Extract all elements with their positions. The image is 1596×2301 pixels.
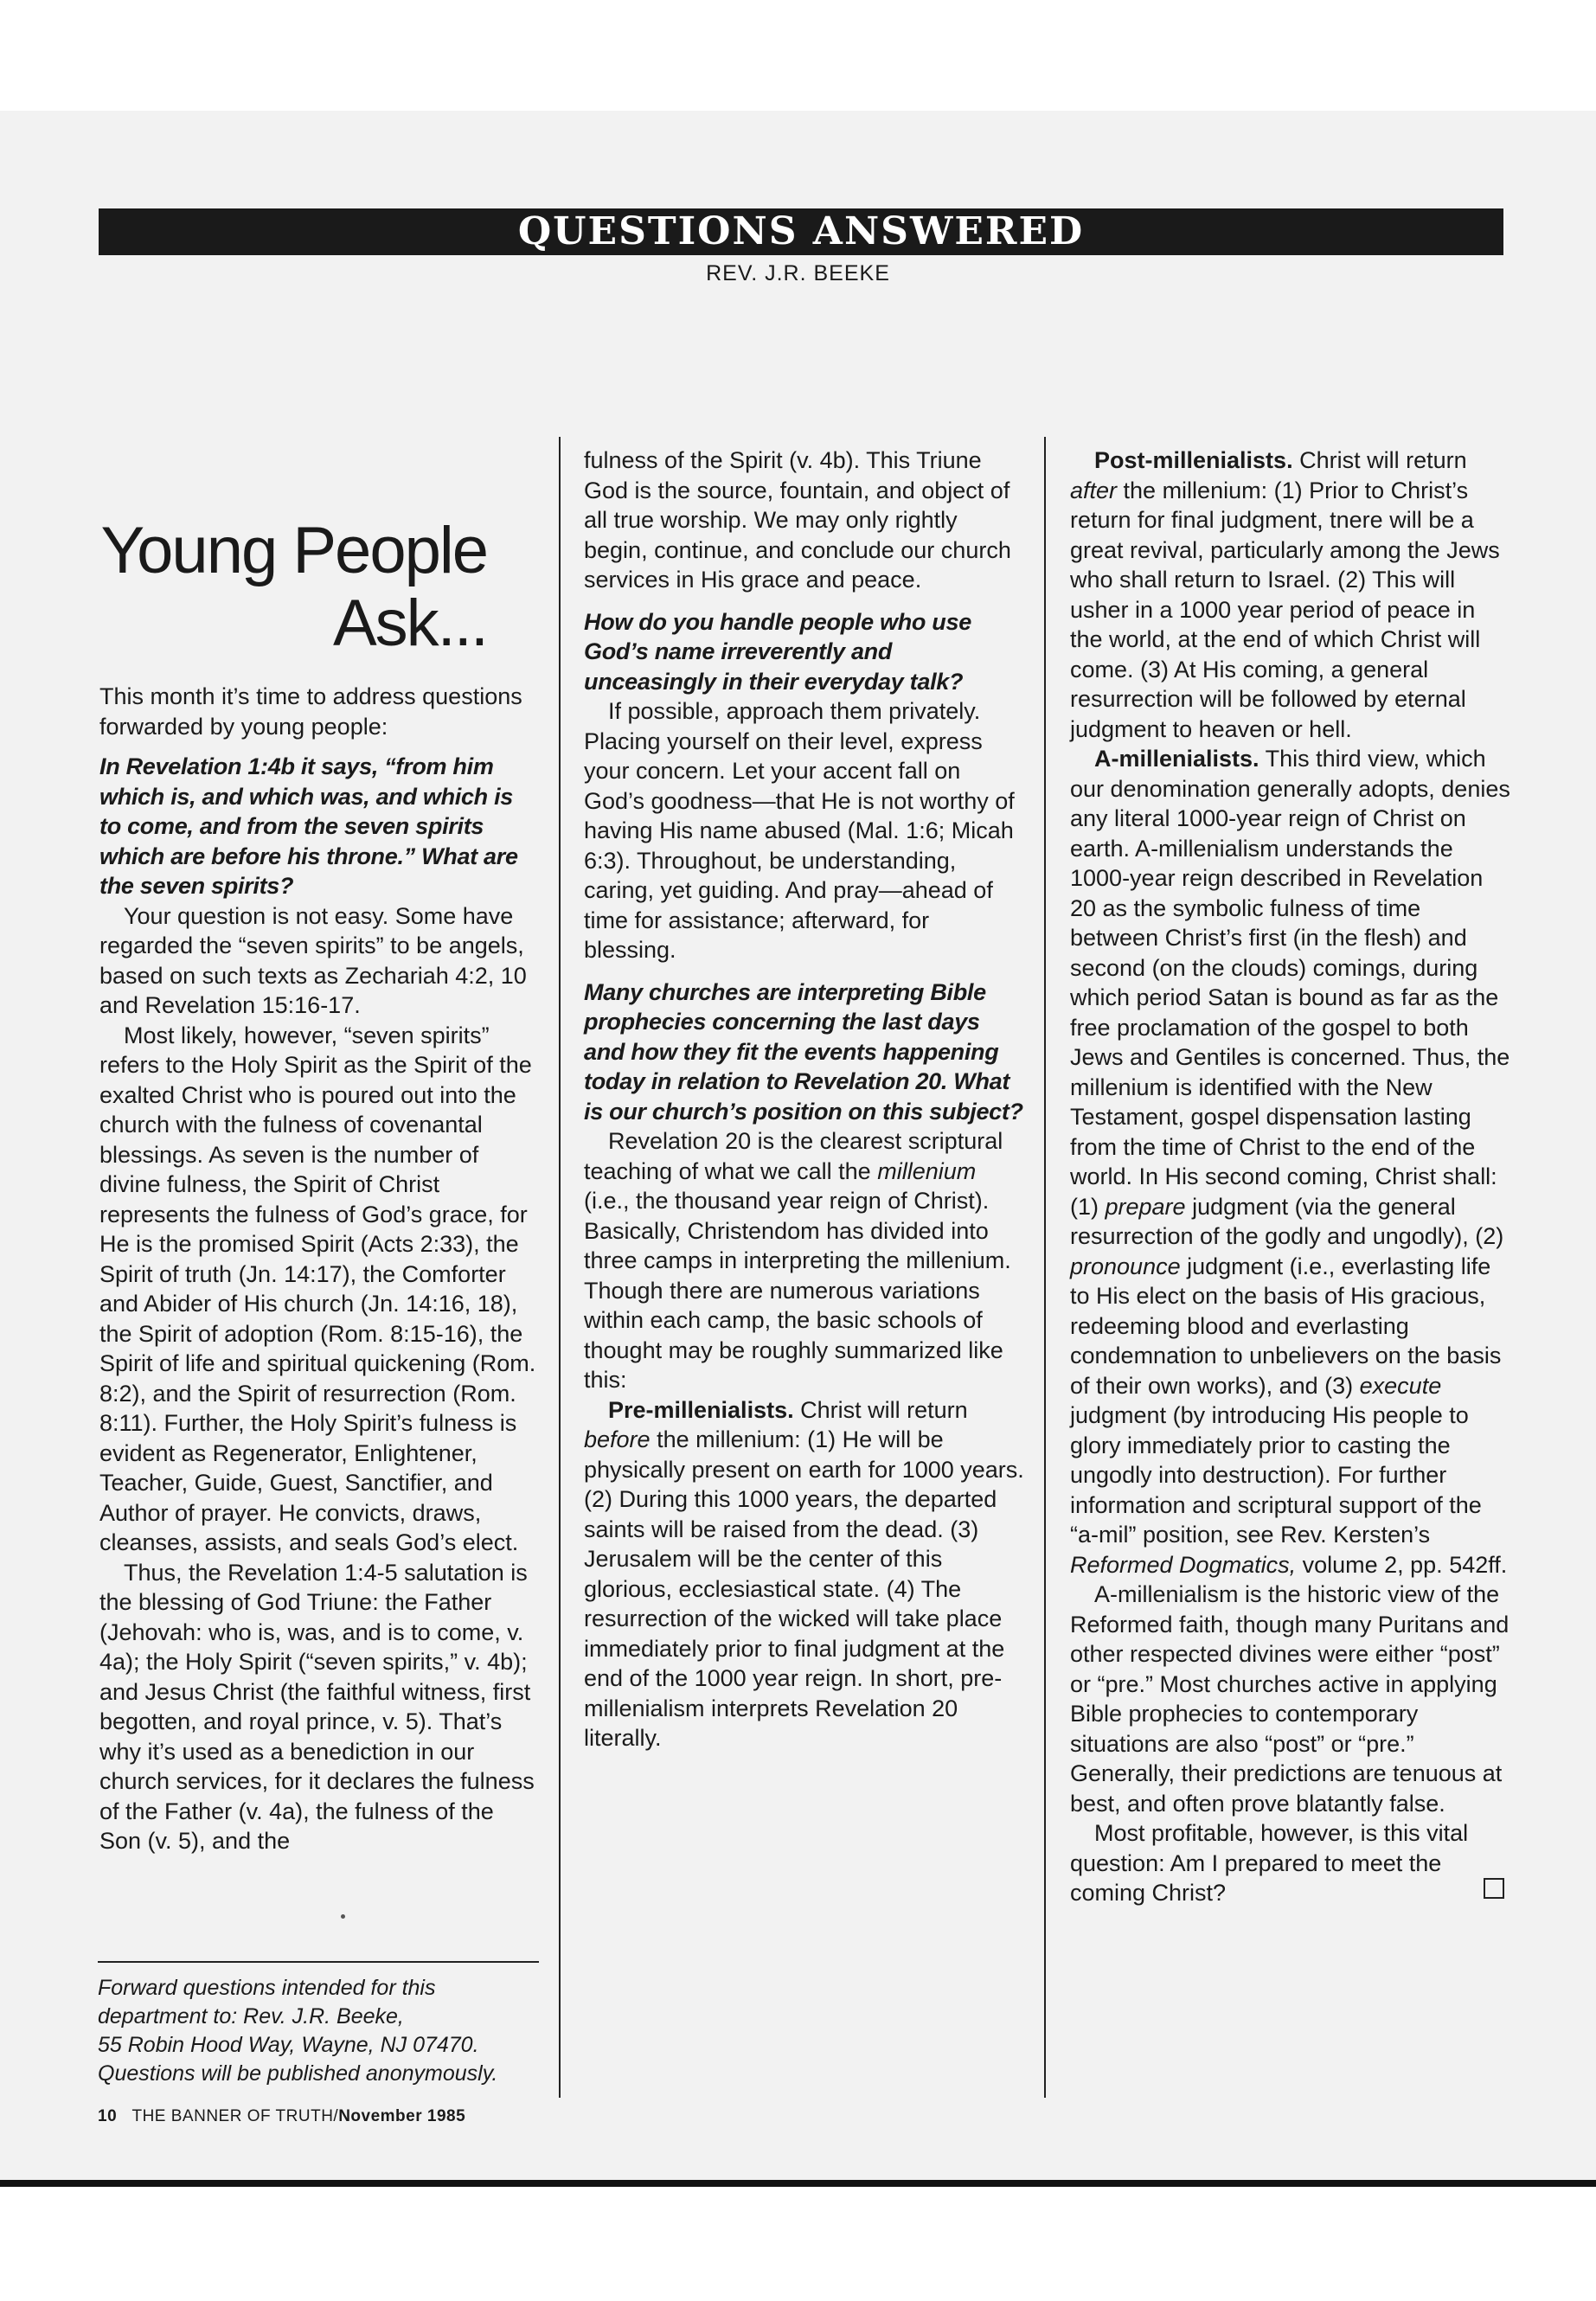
a-millenialists-label: A-millenialists. [1094,746,1259,772]
author-byline: REV. J.R. BEEKE [706,261,890,285]
question-revelation-20: Many churches are interpreting Bible prophecies concerning the last days and how they fit the events happening today in relation to Revelation 20. What is our church’s position on this subject? [584,978,1023,1125]
forward-line: Questions will be published anonymously. [98,2061,498,2086]
pre-millenialists-paragraph: Pre-millenialists. Christ will return before the millenium: (1) He will be physically present on earth for 1000 years. (2) During this 1000 years, the departed saints will be raised from the dead. (3) Jerusalem will be the center of this glorious, ecclesiastical state. (4) The resurrection of the wicked will take place immediately prior to final judgment at the end of the 1000 year reign. In short, pre-millenialism interprets Revelation 20 literally. [584,1396,1024,1751]
publication-name: THE BANNER OF TRUTH/ [131,2107,339,2125]
forward-line: Forward questions intended for this [98,1976,436,2000]
scan-bottom-margin [0,2187,1596,2301]
column-right [1070,445,1511,1908]
article-title-line1: Young People [100,514,487,587]
scan-top-margin [0,0,1596,111]
issue-date: November 1985 [338,2107,466,2125]
answer-paragraph: Your question is not easy. Some have regarded the “seven spirits” to be angels, based on such texts as Zechariah 4:2, 10 and Revelation 15:16-17. [99,902,527,1018]
answer-paragraph: If possible, approach them privately. Placing yourself on their level, express your concern. Let your accent fall on God’s goodness—that He is not worthy of having His name abused (Mal. 1:6; Micah 6:3). Throughout, be understanding, caring, yet guiding. And pray—ahead of time for assistance; afterward, for blessing. [584,698,1015,963]
a-millenialists-paragraph: A-millenialists. This third view, which our denomination generally adopts, denies any literal 1000-year reign of Christ on earth. A-millenialism understands the 1000-year reign described in Revelation 20 as the symbolic fulness of time between Christ’s first (in the flesh) and second (on the clouds) comings, during which period Satan is bound as far as the free proclamation of the gospel to both Jews and Gentiles is concerned. Thus, the millenium is identified with the New Testament, gospel dispensation lasting from the time of Christ to the end of the world. In His second coming, Christ shall: (1) prepare judgment (via the general resurrection of the godly and ungodly), (2) pronounce judgment (i.e., everlasting life to His elect on the basis of His gracious, redeeming blood and everlasting condemnation to unbelievers on the basis of their own works), and (3) execute judgment (by introducing His people to glory immediately prior to casting the ungodly into destruction). For further information and scriptural support of the “a-mil” position, see Rev. Kersten’s Reformed Dogmatics, volume 2, pp. 542ff. [1070,746,1510,1578]
column-divider [559,437,561,2098]
decorative-dot [341,1914,345,1919]
section-banner: QUESTIONS ANSWERED [99,208,1503,255]
post-millenialists-label: Post-millenialists. [1094,447,1293,473]
scan-bottom-edge [0,2180,1596,2187]
article-title [93,515,487,660]
historic-view-paragraph: A-millenialism is the historic view of the Reformed faith, though many Puritans and other respected divines were either “post” or “pre.” Most churches active in applying Bible prophecies to contemporary situations are also “post” or “pre.” Generally, their predictions are tenuous at best, and often prove blatantly false. [1070,1581,1509,1817]
page-number: 10 [98,2107,118,2125]
answer-paragraph: fulness of the Spirit (v. 4b). This Triune God is the source, fountain, and object of all true worship. We may only rightly begin, continue, and conclude our church services in His grace and peace. [584,447,1011,593]
answer-paragraph: Most likely, however, “seven spirits” refers to the Holy Spirit as the Spirit of the exalted Christ who is poured out into the church with the fulness of covenantal blessings. As seven is the number of divine fulness, the Spirit of Christ represents the fulness of God’s grace, for He is the promised Spirit (Acts 2:33), the Spirit of truth (Jn. 14:17), the Comforter and Abider of His church (Jn. 14:16, 18), the Spirit of adoption (Rom. 8:15-16), the Spirit of life and spiritual quickening (Rom. 8:2), and the Spirit of resurrection (Rom. 8:11). Further, the Holy Spirit’s fulness is evident as Regenerator, Enlightener, Teacher, Guide, Guest, Sanctifier, and Author of prayer. He convicts, draws, cleanses, assists, and seals God’s elect. [99,1022,536,1555]
question-irreverent-speech: How do you handle people who use God’s name irreverently and unceasingly in their everyday talk? [584,608,971,695]
question-seven-spirits: In Revelation 1:4b it says, “from him which is, and which was, and which is to come, and from the seven spirits which are before his throne.” What are the seven spirits? [99,753,518,899]
answer-paragraph: Revelation 20 is the clearest scriptural teaching of what we call the millenium (i.e., the thousand year reign of Christ). Basically, Christendom has divided into three camps in interpreting the millenium. Though there are numerous variations within each camp, the basic schools of thought may be roughly summarized like this: [584,1128,1011,1393]
forward-address: 55 Robin Hood Way, Wayne, NJ 07470. [98,2033,479,2057]
column-middle [584,445,1025,1753]
forward-questions-note [98,1974,543,2088]
end-of-article-box-icon [1484,1878,1504,1899]
article-title-line2: Ask... [332,586,487,660]
post-millenialists-paragraph: Post-millenialists. Christ will return after the millenium: (1) Prior to Christ’s return for final judgment, tnere will be a great revival, particularly among the Jews who shall return to Israel. (2) This will usher in a 1000 year period of peace in the world, at the end of which Christ will come. (3) At His coming, a general resurrection will be followed by eternal judgment to heaven or hell. [1070,447,1500,742]
page-footer [98,2107,465,2126]
closing-paragraph: Most profitable, however, is this vital question: Am I prepared to meet the coming Christ? [1070,1818,1511,1908]
column-left [99,682,536,1856]
answer-paragraph: Thus, the Revelation 1:4-5 salutation is the blessing of God Triune: the Father (Jehovah: who is, was, and is to come, v. 4a); the Holy Spirit (“seven spirits,” v. 4b); and Jesus Christ (the faithful witness, first begotten, and royal prince, v. 5). That’s why it’s used as a benediction in our church services, for it declares the fulness of the Father (v. 4a), the fulness of the Son (v. 5), and the [99,1559,535,1854]
column-divider [1044,437,1046,2098]
pre-millenialists-label: Pre-millenialists. [608,1396,794,1423]
intro-paragraph: This month it’s time to address questions forwarded by young people: [99,683,522,740]
footnote-rule [98,1961,539,1963]
forward-line: department to: Rev. J.R. Beeke, [98,2004,404,2029]
